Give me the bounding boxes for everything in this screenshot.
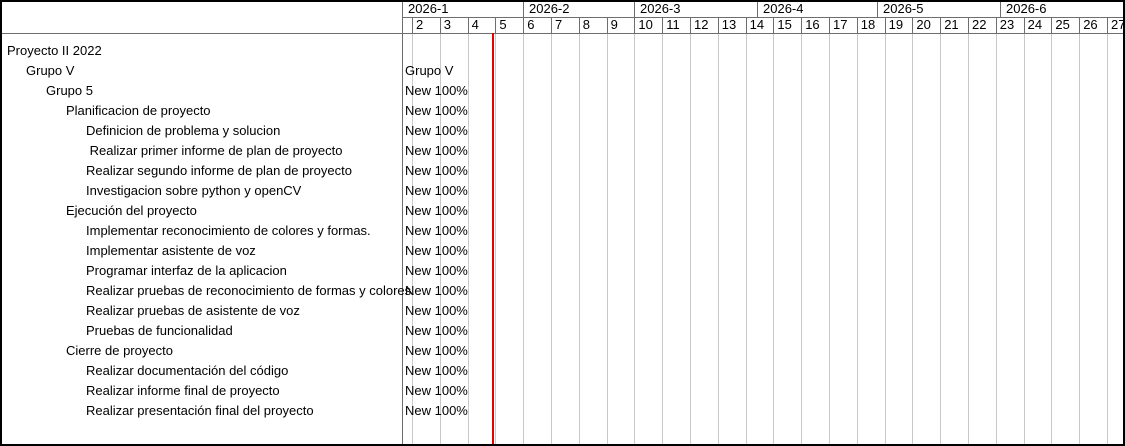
week-gridline [523,33,524,446]
timeline-week-cell: 6 [523,17,551,33]
week-gridline [829,33,830,446]
task-row-label[interactable]: Implementar asistente de voz [86,243,256,258]
timeline-week-cell: 20 [912,17,940,33]
timeline-week-cell: 11 [662,17,690,33]
week-gridline [1051,33,1052,446]
timeline-month-cell: 2026-4 [757,0,877,17]
timeline-week-cell: 8 [579,17,607,33]
chart-bar-label: New 100% [405,183,468,198]
task-row-label[interactable]: Realizar presentación final del proyecto [86,403,314,418]
task-row-label[interactable]: Proyecto II 2022 [7,43,102,58]
chart-bar-label: New 100% [405,303,468,318]
chart-bar-label: Grupo V [405,63,454,78]
task-row-label[interactable]: Realizar documentación del código [86,363,289,378]
chart-bar-label: New 100% [405,223,468,238]
week-gridline [746,33,747,446]
chart-bar-label: New 100% [405,243,468,258]
task-row-label[interactable]: Realizar primer informe de plan de proyecto [86,143,343,158]
month-row-divider-line [403,17,1125,18]
chart-bar-label: New 100% [405,203,468,218]
chart-bar-label: New 100% [405,343,468,358]
timeline-week-cell: 25 [1051,17,1079,33]
task-row-label[interactable]: Realizar pruebas de reconocimiento de formas y colores. [86,283,415,298]
timeline-week-cell: 16 [801,17,829,33]
week-gridline [857,33,858,446]
week-gridline [801,33,802,446]
timeline-week-cell: 10 [634,17,662,33]
chart-bar-label: New 100% [405,103,468,118]
timeline-week-cell: 23 [996,17,1024,33]
timeline-week-cell: 9 [607,17,635,33]
timeline-week-cell: 3 [440,17,468,33]
chart-bar-label: New 100% [405,283,468,298]
chart-bar-label: New 100% [405,323,468,338]
week-gridline [579,33,580,446]
week-gridline [495,33,496,446]
task-row-label[interactable]: Investigacion sobre python y openCV [86,183,302,198]
week-gridline [968,33,969,446]
task-row-label[interactable]: Realizar segundo informe de plan de proyecto [86,163,352,178]
task-row-label[interactable]: Definicion de problema y solucion [86,123,281,138]
timeline-month-cell: 2026-1 [408,1,449,16]
timeline-month-cell: 2026-5 [877,0,1000,17]
timeline-week-cell: 27 [1107,17,1125,33]
week-gridline [634,33,635,446]
timeline-week-cell: 22 [968,17,996,33]
header-bottom-line [0,33,1125,34]
task-row-label[interactable]: Implementar reconocimiento de colores y formas. [86,223,371,238]
task-row-label[interactable]: Grupo 5 [46,83,93,98]
week-gridline [718,33,719,446]
timeline-week-cell: 12 [690,17,718,33]
timeline-month-cell: 2026-6 [1000,0,1123,17]
panel-divider-line [402,0,403,446]
chart-bar-label: New 100% [405,163,468,178]
week-gridline [885,33,886,446]
timeline-week-cell: 4 [468,17,496,33]
chart-bar-label: New 100% [405,403,468,418]
week-gridline [690,33,691,446]
chart-bar-label: New 100% [405,123,468,138]
task-row-label[interactable]: Programar interfaz de la aplicacion [86,263,287,278]
task-row-label[interactable]: Realizar pruebas de asistente de voz [86,303,300,318]
timeline-week-cell: 14 [746,17,774,33]
timeline-week-cell: 24 [1024,17,1052,33]
week-gridline [551,33,552,446]
timeline-week-cell: 13 [718,17,746,33]
task-row-label[interactable]: Grupo V [26,63,75,78]
today-marker-line [492,33,494,446]
timeline-week-cell: 26 [1079,17,1107,33]
timeline-week-cell: 17 [829,17,857,33]
timeline-week-cell: 2 [412,17,440,33]
chart-bar-label: New 100% [405,83,468,98]
timeline-week-cell: 5 [495,17,523,33]
timeline-week-cell: 19 [885,17,913,33]
week-gridline [912,33,913,446]
timeline-week-cell: 15 [773,17,801,33]
task-row-label[interactable]: Ejecución del proyecto [66,203,197,218]
week-gridline [607,33,608,446]
week-gridline [1024,33,1025,446]
timeline-week-cell: 7 [551,17,579,33]
task-row-label[interactable]: Planificacion de proyecto [66,103,211,118]
task-row-label[interactable]: Cierre de proyecto [66,343,173,358]
week-gridline [996,33,997,446]
timeline-week-cell: 21 [940,17,968,33]
task-row-label[interactable]: Realizar informe final de proyecto [86,383,280,398]
chart-bar-label: New 100% [405,383,468,398]
week-gridline [940,33,941,446]
week-gridline [1107,33,1108,446]
task-row-label[interactable]: Pruebas de funcionalidad [86,323,233,338]
week-gridline [1079,33,1080,446]
chart-bar-label: New 100% [405,363,468,378]
chart-bar-label: New 100% [405,143,468,158]
timeline-month-cell: 2026-2 [523,0,634,17]
timeline-week-cell: 18 [857,17,885,33]
week-gridline [662,33,663,446]
week-gridline [773,33,774,446]
timeline-month-cell: 2026-3 [634,0,757,17]
chart-bar-label: New 100% [405,263,468,278]
gantt-chart-area [402,33,1125,446]
